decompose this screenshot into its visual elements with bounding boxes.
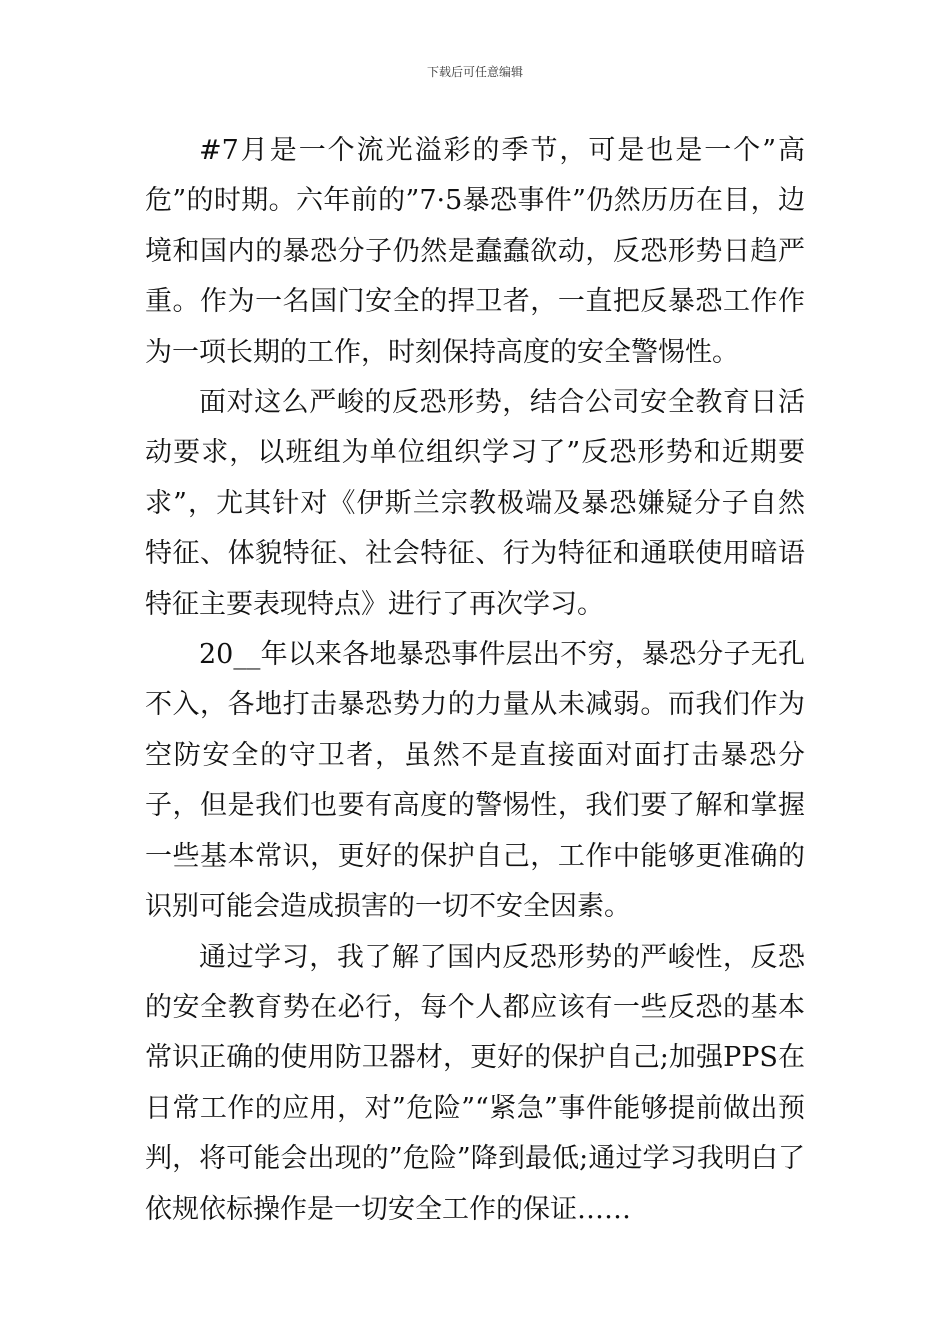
document-body	[145, 126, 805, 1235]
paragraph-1: #7月是一个流光溢彩的季节，可是也是一个”高危”的时期。六年前的”7·5暴恐事件”仍然历历在目，边境和国内的暴恐分子仍然是蠢蠢欲动，反恐形势日趋严重。作为一名国门安全的捍卫者，一直把反暴恐工作作为一项长期的工作，时刻保持高度的安全警惕性。	[145, 135, 805, 368]
paragraph-3: 20__年以来各地暴恐事件层出不穷，暴恐分子无孔不入，各地打击暴恐势力的力量从未减弱。而我们作为空防安全的守卫者，虽然不是直接面对面打击暴恐分子，但是我们也要有高度的警惕性，我们要了解和掌握一些基本常识，更好的保护自己，工作中能够更准确的识别可能会造成损害的一切不安全因素。	[145, 639, 805, 923]
page-header-note: 下载后可任意编辑	[426, 65, 523, 79]
paragraph-4: 通过学习，我了解了国内反恐形势的严峻性，反恐的安全教育势在必行，每个人都应该有一些反恐的基本常识正确的使用防卫器材，更好的保护自己;加强PPS在日常工作的应用，对”危险”“紧急”事件能够提前做出预判，将可能会出现的”危险”降到最低;通过学习我明白了依规依标操作是一切安全工作的保证……	[145, 941, 805, 1225]
paragraph-2: 面对这么严峻的反恐形势，结合公司安全教育日活动要求，以班组为单位组织学习了”反恐形势和近期要求”，尤其针对《伊斯兰宗教极端及暴恐嫌疑分子自然特征、体貌特征、社会特征、行为特征和通联使用暗语特征主要表现特点》进行了再次学习。	[145, 387, 805, 620]
